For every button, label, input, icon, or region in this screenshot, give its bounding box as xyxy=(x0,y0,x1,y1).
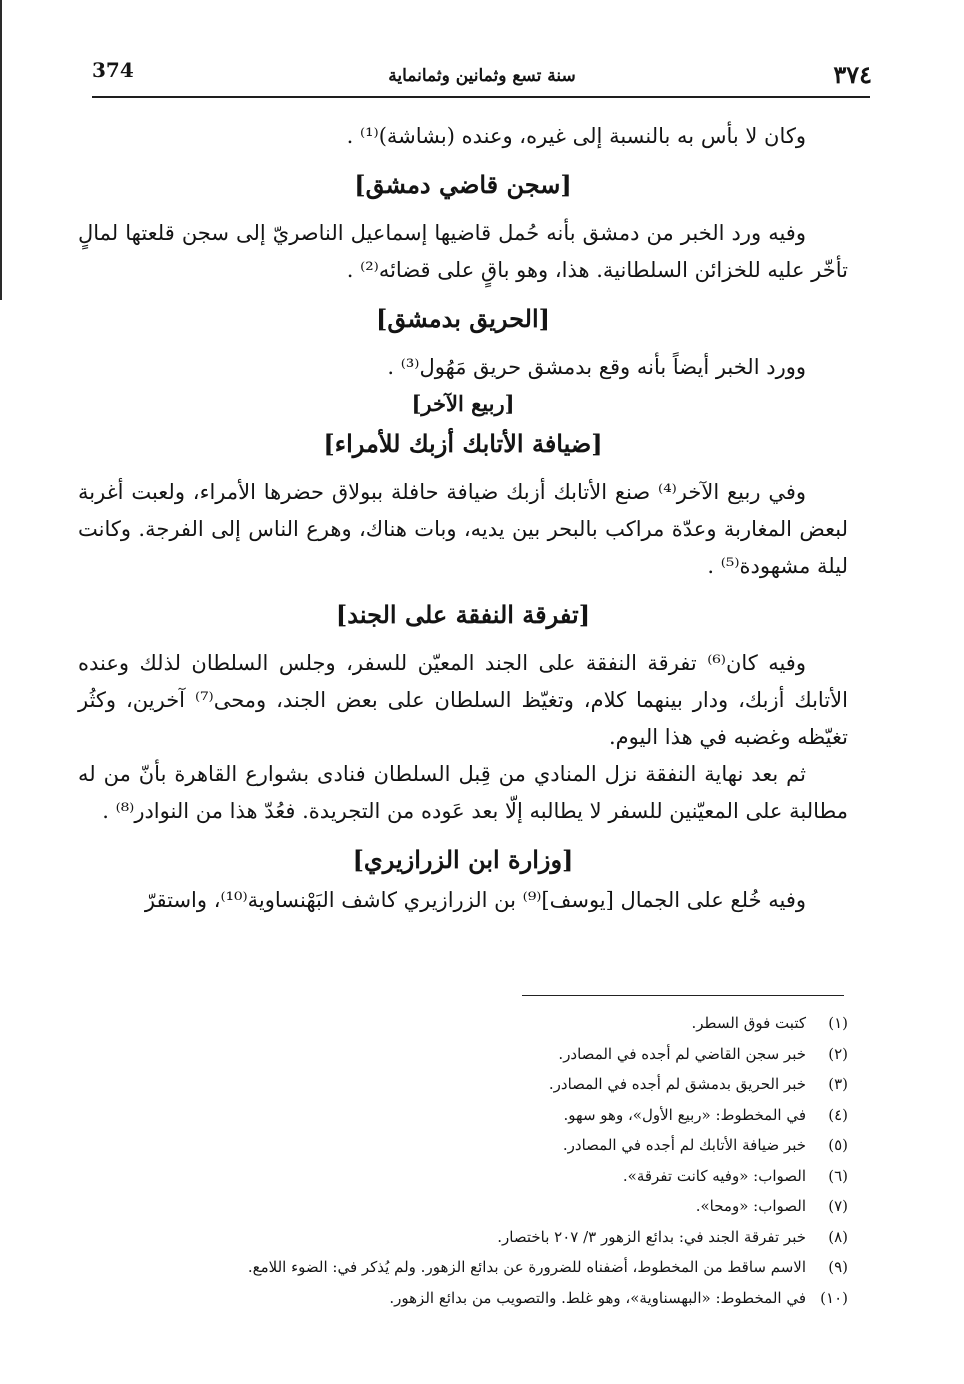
footnote-mark: (١٠) xyxy=(820,1288,848,1307)
footnote-mark: (٨) xyxy=(828,1227,848,1246)
paragraph-intro: وكان لا بأس به بالنسبة إلى غيره، وعنده (بشاشة)⁽¹⁾ . xyxy=(346,124,806,148)
page-number-arabic: ٣٧٤ xyxy=(833,60,872,89)
footnote-item xyxy=(120,1252,848,1283)
footnote-item xyxy=(120,1039,848,1070)
heading-soldier-pay: [تفرقة النفقة على الجند] xyxy=(335,600,591,629)
header-rule xyxy=(92,96,870,98)
running-head: سنة تسع وثمانين وثمانماية xyxy=(388,66,576,86)
heading-atabek-feast: [ضيافة الأتابك أزبك للأمراء] xyxy=(323,429,603,458)
footnote-item xyxy=(120,1283,848,1314)
footnote-item xyxy=(120,1100,848,1131)
footnote-rule xyxy=(522,995,844,996)
footnote-text: في المخطوط: «البهسناوية»، وهو غلط. والتصويب من بدائع الزهور. xyxy=(389,1288,806,1307)
footnote-mark: (٤) xyxy=(828,1105,848,1124)
footnote-text: الصواب: «وفيه كانت تفرقة». xyxy=(622,1166,806,1185)
footnote-text: الصواب: «ومحا». xyxy=(695,1197,806,1215)
footnote-item xyxy=(120,1130,848,1161)
main-text xyxy=(78,118,848,919)
footnote-text: خبر ضيافة الأتابك لم أجده في المصادر. xyxy=(562,1136,806,1154)
paragraph-fire: وورد الخبر أيضاً بأنه وقع بدمشق حريق مَهُول⁽³⁾ . xyxy=(387,355,806,379)
footnote-item xyxy=(120,1222,848,1253)
footnote-mark: (٦) xyxy=(828,1166,848,1185)
footnote-mark: (٢) xyxy=(828,1044,848,1063)
heading-damascus-judge-prison: [سجن قاضي دمشق] xyxy=(354,170,572,199)
footnote-text: خبر الحريق بدمشق لم أجده في المصادر. xyxy=(548,1075,806,1093)
footnote-mark: (٣) xyxy=(828,1075,848,1093)
footnote-text: كتبت فوق السطر. xyxy=(691,1014,806,1032)
heading-damascus-fire: [الحريق بدمشق] xyxy=(375,304,551,333)
footnote-text: خبر تفرقة الجند في: بدائع الزهور ٣/ ٢٠٧ باختصار. xyxy=(497,1227,806,1246)
heading-zarazairi-vizierate: [وزارة ابن الزرازيري] xyxy=(352,845,574,874)
footnote-text: خبر سجن القاضي لم أجده في المصادر. xyxy=(558,1044,806,1063)
footnote-item xyxy=(120,1161,848,1192)
footnotes xyxy=(120,1008,848,1313)
paragraph-feast: وفي ربيع الآخر⁽⁴⁾ صنع الأتابك أزبك ضيافة حافلة ببولاق حضرها الأمراء، ولعبت أغربة لبعض المغاربة وعدّة مراكب بالبحر بين يديه، وبات هناك، وهرع الناس إلى الفرجة. وكانت ليلة مشهودة⁽⁵⁾ . xyxy=(78,480,848,578)
paragraph-soldier-pay: وفيه كان⁽⁶⁾ تفرقة النفقة على الجند المعيّن للسفر، وجلس السلطان لذلك وعنده الأتابك أزبك، ودار بينهما كلام، وتغيّظ السلطان على بعض الجند، ومحى⁽⁷⁾ آخرين، وكثُر تغيّظه وغضبه في هذا اليوم. xyxy=(78,651,848,749)
footnote-text: الاسم ساقط من المخطوط، أضفناه للضرورة عن بدائع الزهور. ولم يُذكر في: الضوء اللامع. xyxy=(247,1258,806,1276)
scan-edge-line xyxy=(0,0,2,300)
footnote-mark: (٧) xyxy=(828,1197,848,1215)
footnote-item xyxy=(120,1069,848,1100)
footnote-text: في المخطوط: «ربيع الأول»، وهو سهو. xyxy=(563,1105,806,1124)
footnote-item xyxy=(120,1191,848,1222)
paragraph-vizierate: وفيه خُلع على الجمال [يوسف]⁽⁹⁾ بن الزرازيري كاشف البَهْنساوية⁽¹⁰⁾، واستقرّ xyxy=(144,888,806,912)
page-number-latin: 374 xyxy=(92,58,134,82)
paragraph-judge-prison: وفيه ورد الخبر من دمشق بأنه حُمل قاضيها إسماعيل الناصريّ إلى سجن قلعتها لمالٍ تأخّر عليه للخزائن السلطانية. هذا، وهو باقٍ على قضائه⁽²⁾ . xyxy=(78,221,848,282)
footnote-mark: (١) xyxy=(828,1014,848,1032)
footnote-item xyxy=(120,1008,848,1039)
heading-month: [ربيع الآخر] xyxy=(411,391,515,416)
footnote-mark: (٩) xyxy=(828,1258,848,1276)
paragraph-proclamation: ثم بعد نهاية النفقة نزل المنادي من قِبل السلطان فنادى بشوارع القاهرة بأنّ من له مطالبة على المعيّنين للسفر لا يطالبه إلّا بعد عَوده من التجريدة. فعُدّ هذا من النوادر⁽⁸⁾ . xyxy=(78,762,848,823)
footnote-mark: (٥) xyxy=(828,1136,848,1154)
